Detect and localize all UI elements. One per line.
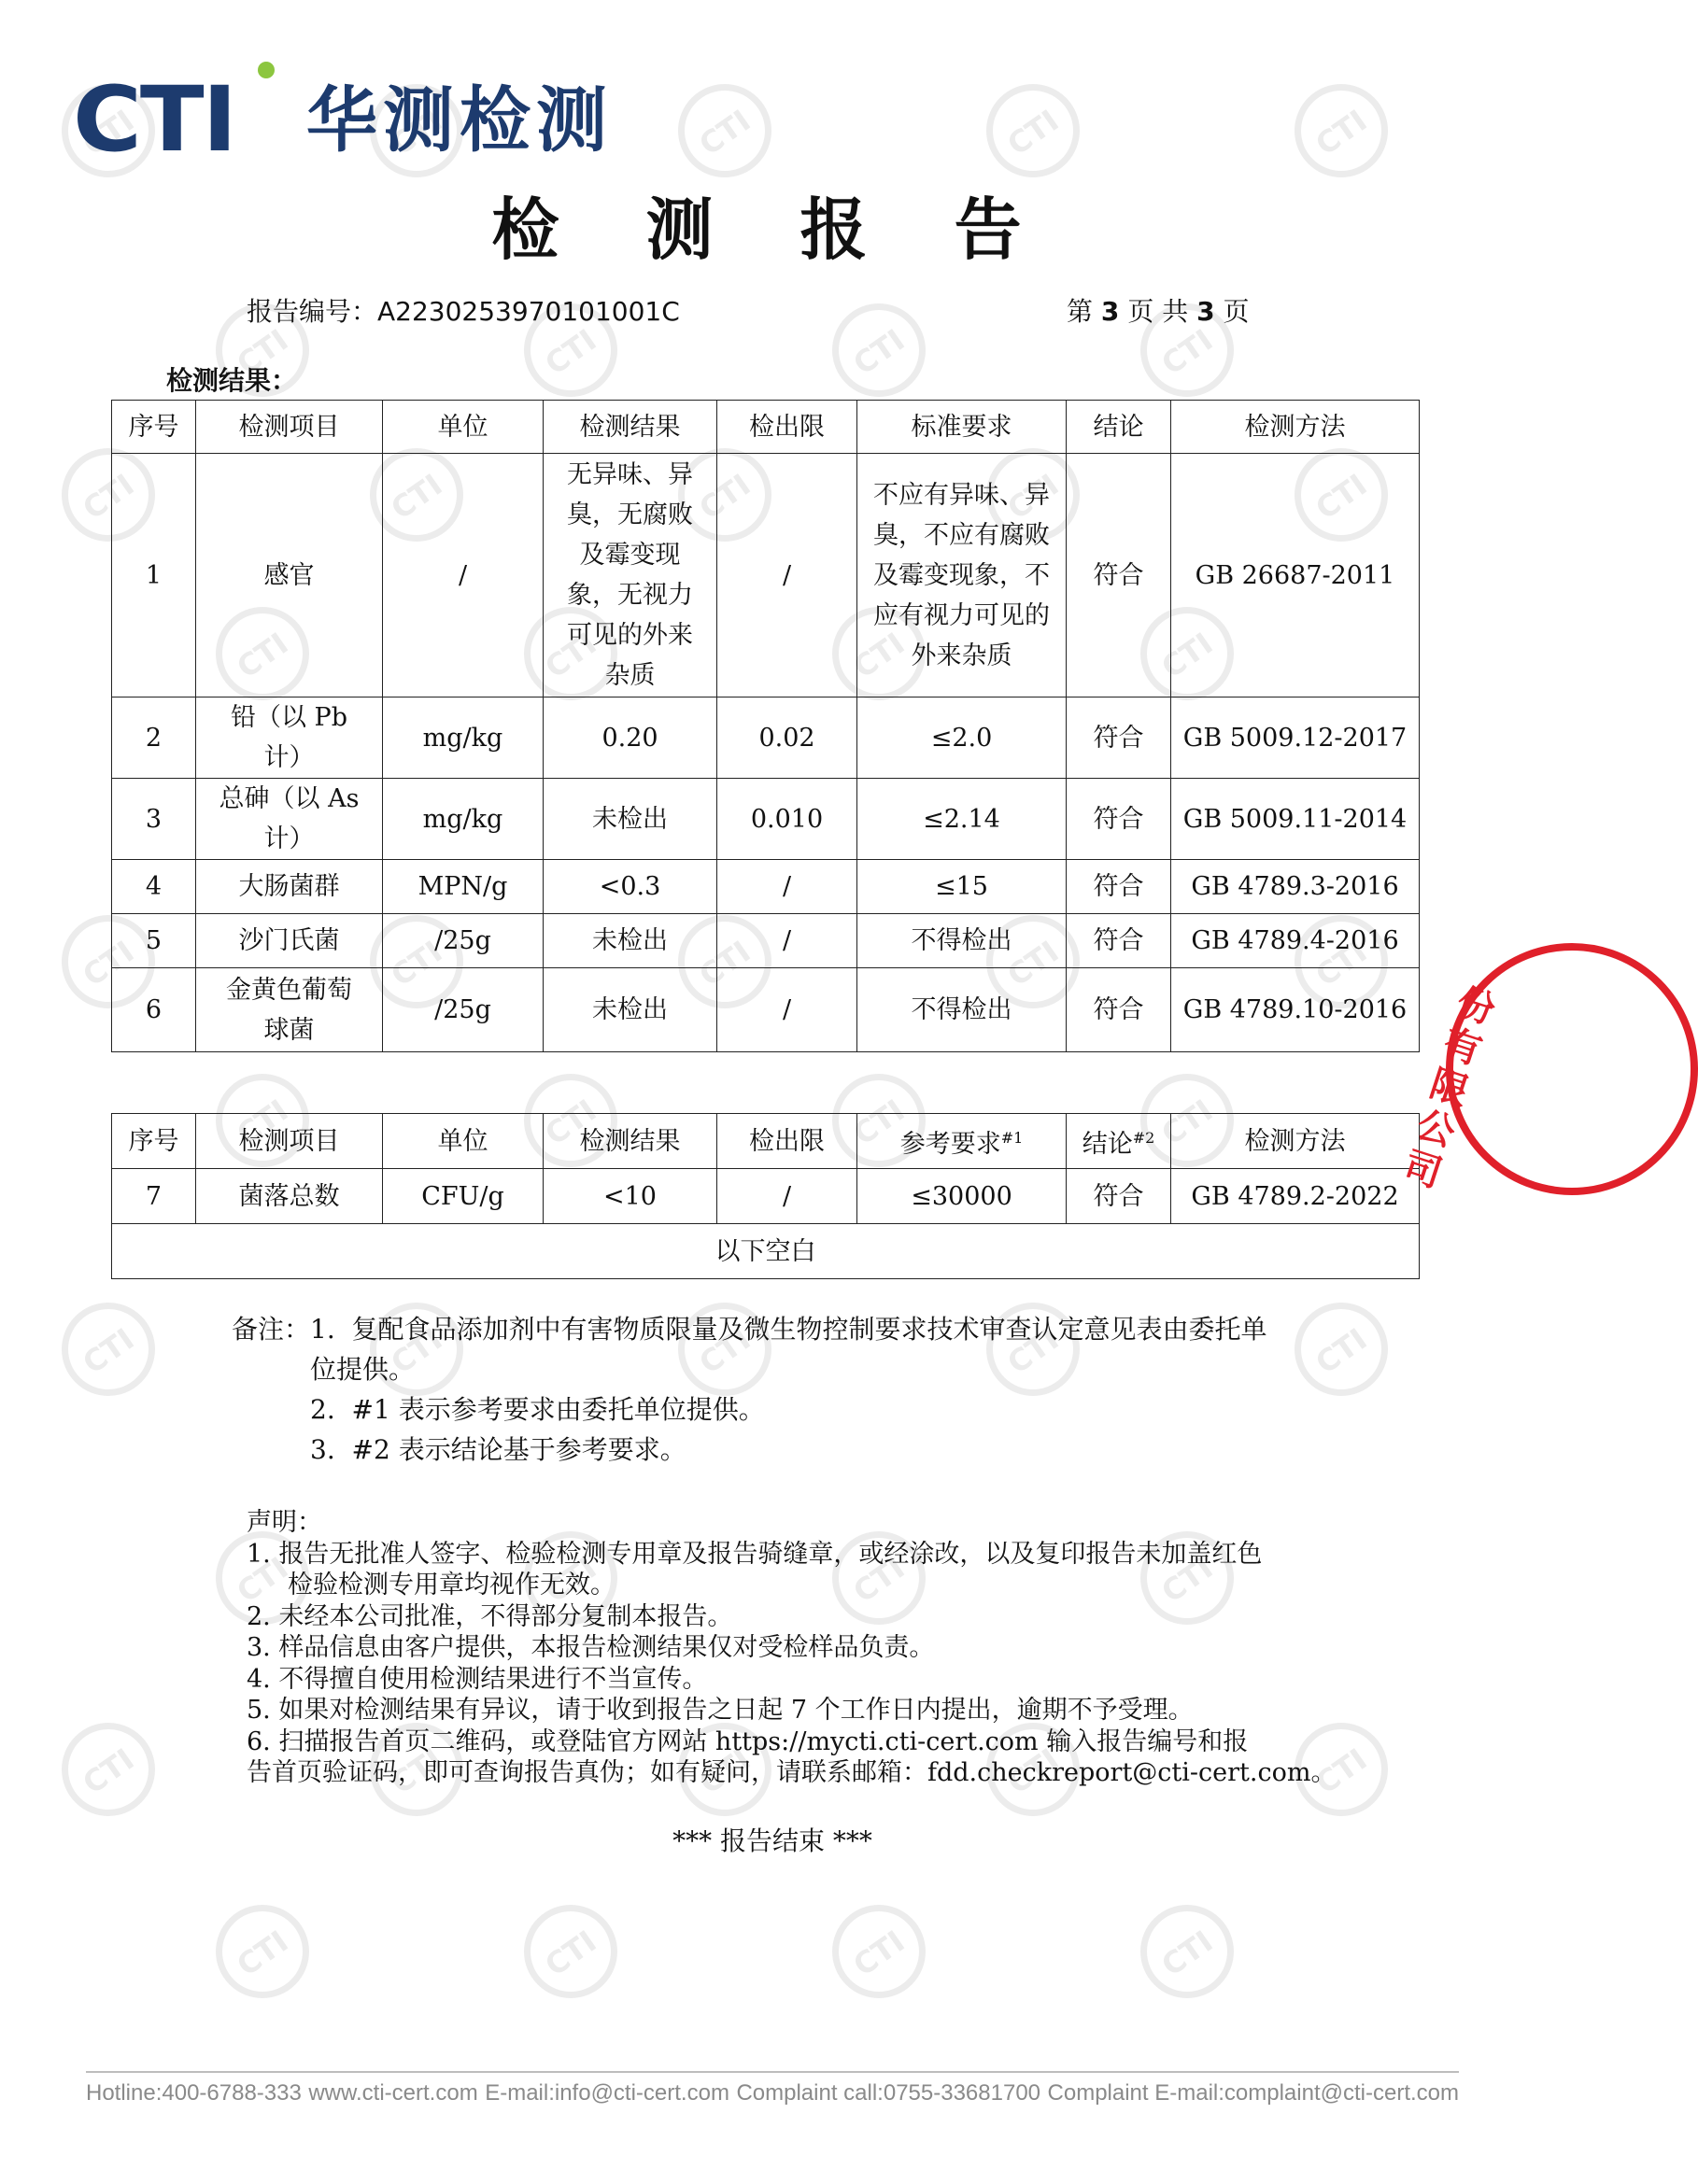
conclusion-label: 结论: [1082, 1130, 1133, 1159]
page-mid: 页 共: [1127, 296, 1189, 327]
declaration-line: 2. 未经本公司批准，不得部分复制本报告。: [247, 1601, 733, 1631]
declaration-line: 1. 报告无批准人签字、检验检测专用章及报告骑缝章，或经涂改，以及复印报告未加盖红色: [247, 1539, 1263, 1569]
note-text: 复配食品添加剂中有害物质限量及微生物控制要求技术审查认定意见表由委托单: [351, 1314, 1267, 1345]
note-item: [232, 1430, 1352, 1470]
logo-dot-icon: [258, 62, 275, 78]
table-cell: 符合: [1067, 1169, 1171, 1224]
header-cell: 检测方法: [1171, 1114, 1420, 1169]
table-cell: ≤30000: [857, 1169, 1067, 1224]
table-cell: 符合: [1067, 860, 1171, 914]
table-cell: 0.02: [717, 697, 857, 779]
table-cell: /: [717, 1169, 857, 1224]
table-cell: ≤2.14: [857, 779, 1067, 860]
table-cell: 符合: [1067, 914, 1171, 968]
table-cell: GB 26687-2011: [1171, 454, 1420, 697]
header-cell: 单位: [383, 1114, 544, 1169]
table-cell: GB 4789.3-2016: [1171, 860, 1420, 914]
header-cell: 检测方法: [1171, 401, 1420, 454]
note-text: #1 表示参考要求由委托单位提供。: [351, 1394, 765, 1425]
cti-watermark-icon: [678, 84, 771, 177]
table-cell: 不得检出: [857, 968, 1067, 1052]
table-cell: 2: [112, 697, 196, 779]
table-cell: 不应有异味、异臭，不应有腐败及霉变现象，不应有视力可见的外来杂质: [857, 454, 1067, 697]
header-cell: 检测结果: [544, 401, 717, 454]
header-cell: 序号: [112, 1114, 196, 1169]
footer-hotline: Hotline:400-6788-333: [86, 2080, 302, 2106]
header-cell: 检测结果: [544, 1114, 717, 1169]
header-cell: 检测项目: [196, 401, 383, 454]
table-cell: 1: [112, 454, 196, 697]
ref-requirement-sup: #1: [1000, 1129, 1024, 1147]
report-end-mark: *** 报告结束 ***: [672, 1825, 872, 1856]
conclusion-sup: #2: [1132, 1129, 1155, 1147]
table-cell: GB 4789.2-2022: [1171, 1169, 1420, 1224]
table-cell: 6: [112, 968, 196, 1052]
table-row: [112, 914, 1420, 968]
table-row: [112, 697, 1420, 779]
header-cell: [1067, 1114, 1171, 1169]
table-cell: 7: [112, 1169, 196, 1224]
declaration-line: 6. 扫描报告首页二维码，或登陆官方网站 https://mycti.cti-cert.com 输入报告编号和报: [247, 1726, 1249, 1756]
logo-latin: CTI: [73, 67, 235, 172]
declaration-label: 声明：: [247, 1508, 322, 1537]
note-number: 2.: [310, 1394, 335, 1425]
footer-website: www.cti-cert.com: [308, 2080, 478, 2106]
table-cell: 大肠菌群: [196, 860, 383, 914]
table-row: [112, 860, 1420, 914]
table-cell: mg/kg: [383, 697, 544, 779]
header-cell: 检出限: [717, 401, 857, 454]
note-item-continued: 位提供。: [310, 1354, 416, 1385]
cti-watermark-icon: [1140, 1905, 1234, 1998]
footer-complaint-email: Complaint E-mail:complaint@cti-cert.com: [1047, 2080, 1459, 2106]
reference-table: [111, 1113, 1420, 1279]
note-text: #2 表示结论基于参考要求。: [351, 1434, 686, 1465]
header-cell: 检测项目: [196, 1114, 383, 1169]
footer-email: E-mail:info@cti-cert.com: [485, 2080, 729, 2106]
cti-watermark-icon: [62, 1723, 155, 1816]
table-cell: GB 5009.12-2017: [1171, 697, 1420, 779]
declaration-line: 4. 不得擅自使用检测结果进行不当宣传。: [247, 1664, 708, 1694]
table-cell: ≤2.0: [857, 697, 1067, 779]
header-cell: 单位: [383, 401, 544, 454]
cti-watermark-icon: [62, 1303, 155, 1396]
table-cell: CFU/g: [383, 1169, 544, 1224]
logo-chinese: 华测检测: [306, 78, 613, 162]
note-number: 3.: [310, 1434, 335, 1465]
page-total: 3: [1196, 296, 1215, 327]
cti-watermark-icon: [216, 1905, 309, 1998]
table-cell: GB 5009.11-2014: [1171, 779, 1420, 860]
report-number-value: A2230253970101001C: [377, 296, 680, 327]
header-cell: 标准要求: [857, 401, 1067, 454]
table-cell: GB 4789.10-2016: [1171, 968, 1420, 1052]
declaration-line: 告首页验证码，即可查询报告真伪；如有疑问，请联系邮箱：fdd.checkreport@cti-cert.com。: [247, 1758, 1337, 1787]
page-prefix: 第: [1067, 296, 1094, 327]
table-cell: mg/kg: [383, 779, 544, 860]
blank-below-cell: 以下空白: [112, 1224, 1420, 1279]
table-cell: 未检出: [544, 779, 717, 860]
note-item: [232, 1309, 1352, 1349]
table-cell: 不得检出: [857, 914, 1067, 968]
declaration-line: 3. 样品信息由客户提供，本报告检测结果仅对受检样品负责。: [247, 1633, 935, 1662]
table-cell: /25g: [383, 968, 544, 1052]
footer-divider: [86, 2071, 1459, 2073]
table-cell: 菌落总数: [196, 1169, 383, 1224]
declaration-line: 检验检测专用章均视作无效。: [288, 1571, 616, 1599]
cti-watermark-icon: [832, 303, 926, 397]
table-cell: 5: [112, 914, 196, 968]
results-table: [111, 400, 1420, 1052]
table-cell: 3: [112, 779, 196, 860]
table-cell: /: [717, 454, 857, 697]
footer-complaint-call: Complaint call:0755-33681700: [736, 2080, 1041, 2106]
table-cell: 沙门氏菌: [196, 914, 383, 968]
table-row: [112, 1224, 1420, 1279]
report-number-label: 报告编号：: [247, 296, 378, 327]
table-cell: <10: [544, 1169, 717, 1224]
table-cell: 符合: [1067, 697, 1171, 779]
ref-requirement-label: 参考要求: [899, 1130, 1001, 1159]
header-cell: 结论: [1067, 401, 1171, 454]
table-cell: 符合: [1067, 454, 1171, 697]
cti-watermark-icon: [832, 1905, 926, 1998]
table-cell: 符合: [1067, 779, 1171, 860]
table-cell: GB 4789.4-2016: [1171, 914, 1420, 968]
table-cell: 未检出: [544, 914, 717, 968]
table-cell: <0.3: [544, 860, 717, 914]
page-footer: [86, 2080, 1459, 2107]
table-header-row: [112, 1114, 1420, 1169]
table-row: [112, 968, 1420, 1052]
table-cell: 未检出: [544, 968, 717, 1052]
note-item: [232, 1389, 1352, 1430]
cti-watermark-icon: [524, 1905, 617, 1998]
company-seal-stamp: [1397, 943, 1545, 1223]
table-cell: 0.20: [544, 697, 717, 779]
table-cell: /25g: [383, 914, 544, 968]
declaration-line: 5. 如果对检测结果有异议，请于收到报告之日起 7 个工作日内提出，逾期不予受理。: [247, 1696, 1194, 1725]
table-cell: 符合: [1067, 968, 1171, 1052]
results-heading: 检测结果：: [166, 365, 298, 396]
seal-text: 份有限公司: [1397, 980, 1501, 1197]
table-cell: 无异味、异臭，无腐败及霉变现象，无视力可见的外来杂质: [544, 454, 717, 697]
header-cell: 序号: [112, 401, 196, 454]
table-cell: /: [717, 968, 857, 1052]
table-cell: ≤15: [857, 860, 1067, 914]
page-indicator: [1067, 291, 1250, 329]
table-cell: 铅（以 Pb 计）: [196, 697, 383, 779]
document-title: 检 测 报 告: [491, 190, 1054, 269]
table-cell: 4: [112, 860, 196, 914]
table-cell: 感官: [196, 454, 383, 697]
notes-label: 备注：: [232, 1314, 311, 1345]
declaration-section: [247, 1507, 1367, 1789]
page-current: 3: [1100, 296, 1120, 327]
page-suffix: 页: [1223, 296, 1250, 327]
table-cell: /: [383, 454, 544, 697]
cti-watermark-icon: [1295, 84, 1388, 177]
table-cell: 0.010: [717, 779, 857, 860]
cti-watermark-icon: [986, 84, 1080, 177]
table-row: [112, 454, 1420, 697]
header-cell: [857, 1114, 1067, 1169]
table-cell: /: [717, 860, 857, 914]
report-number: [247, 291, 680, 329]
note-number: 1.: [310, 1314, 335, 1345]
table-row: [112, 779, 1420, 860]
table-row: [112, 1169, 1420, 1224]
table-cell: 总砷（以 As 计）: [196, 779, 383, 860]
header-cell: 检出限: [717, 1114, 857, 1169]
notes-section: [232, 1309, 1352, 1470]
table-cell: 金黄色葡萄球菌: [196, 968, 383, 1052]
table-cell: MPN/g: [383, 860, 544, 914]
table-header-row: [112, 401, 1420, 454]
table-cell: /: [717, 914, 857, 968]
